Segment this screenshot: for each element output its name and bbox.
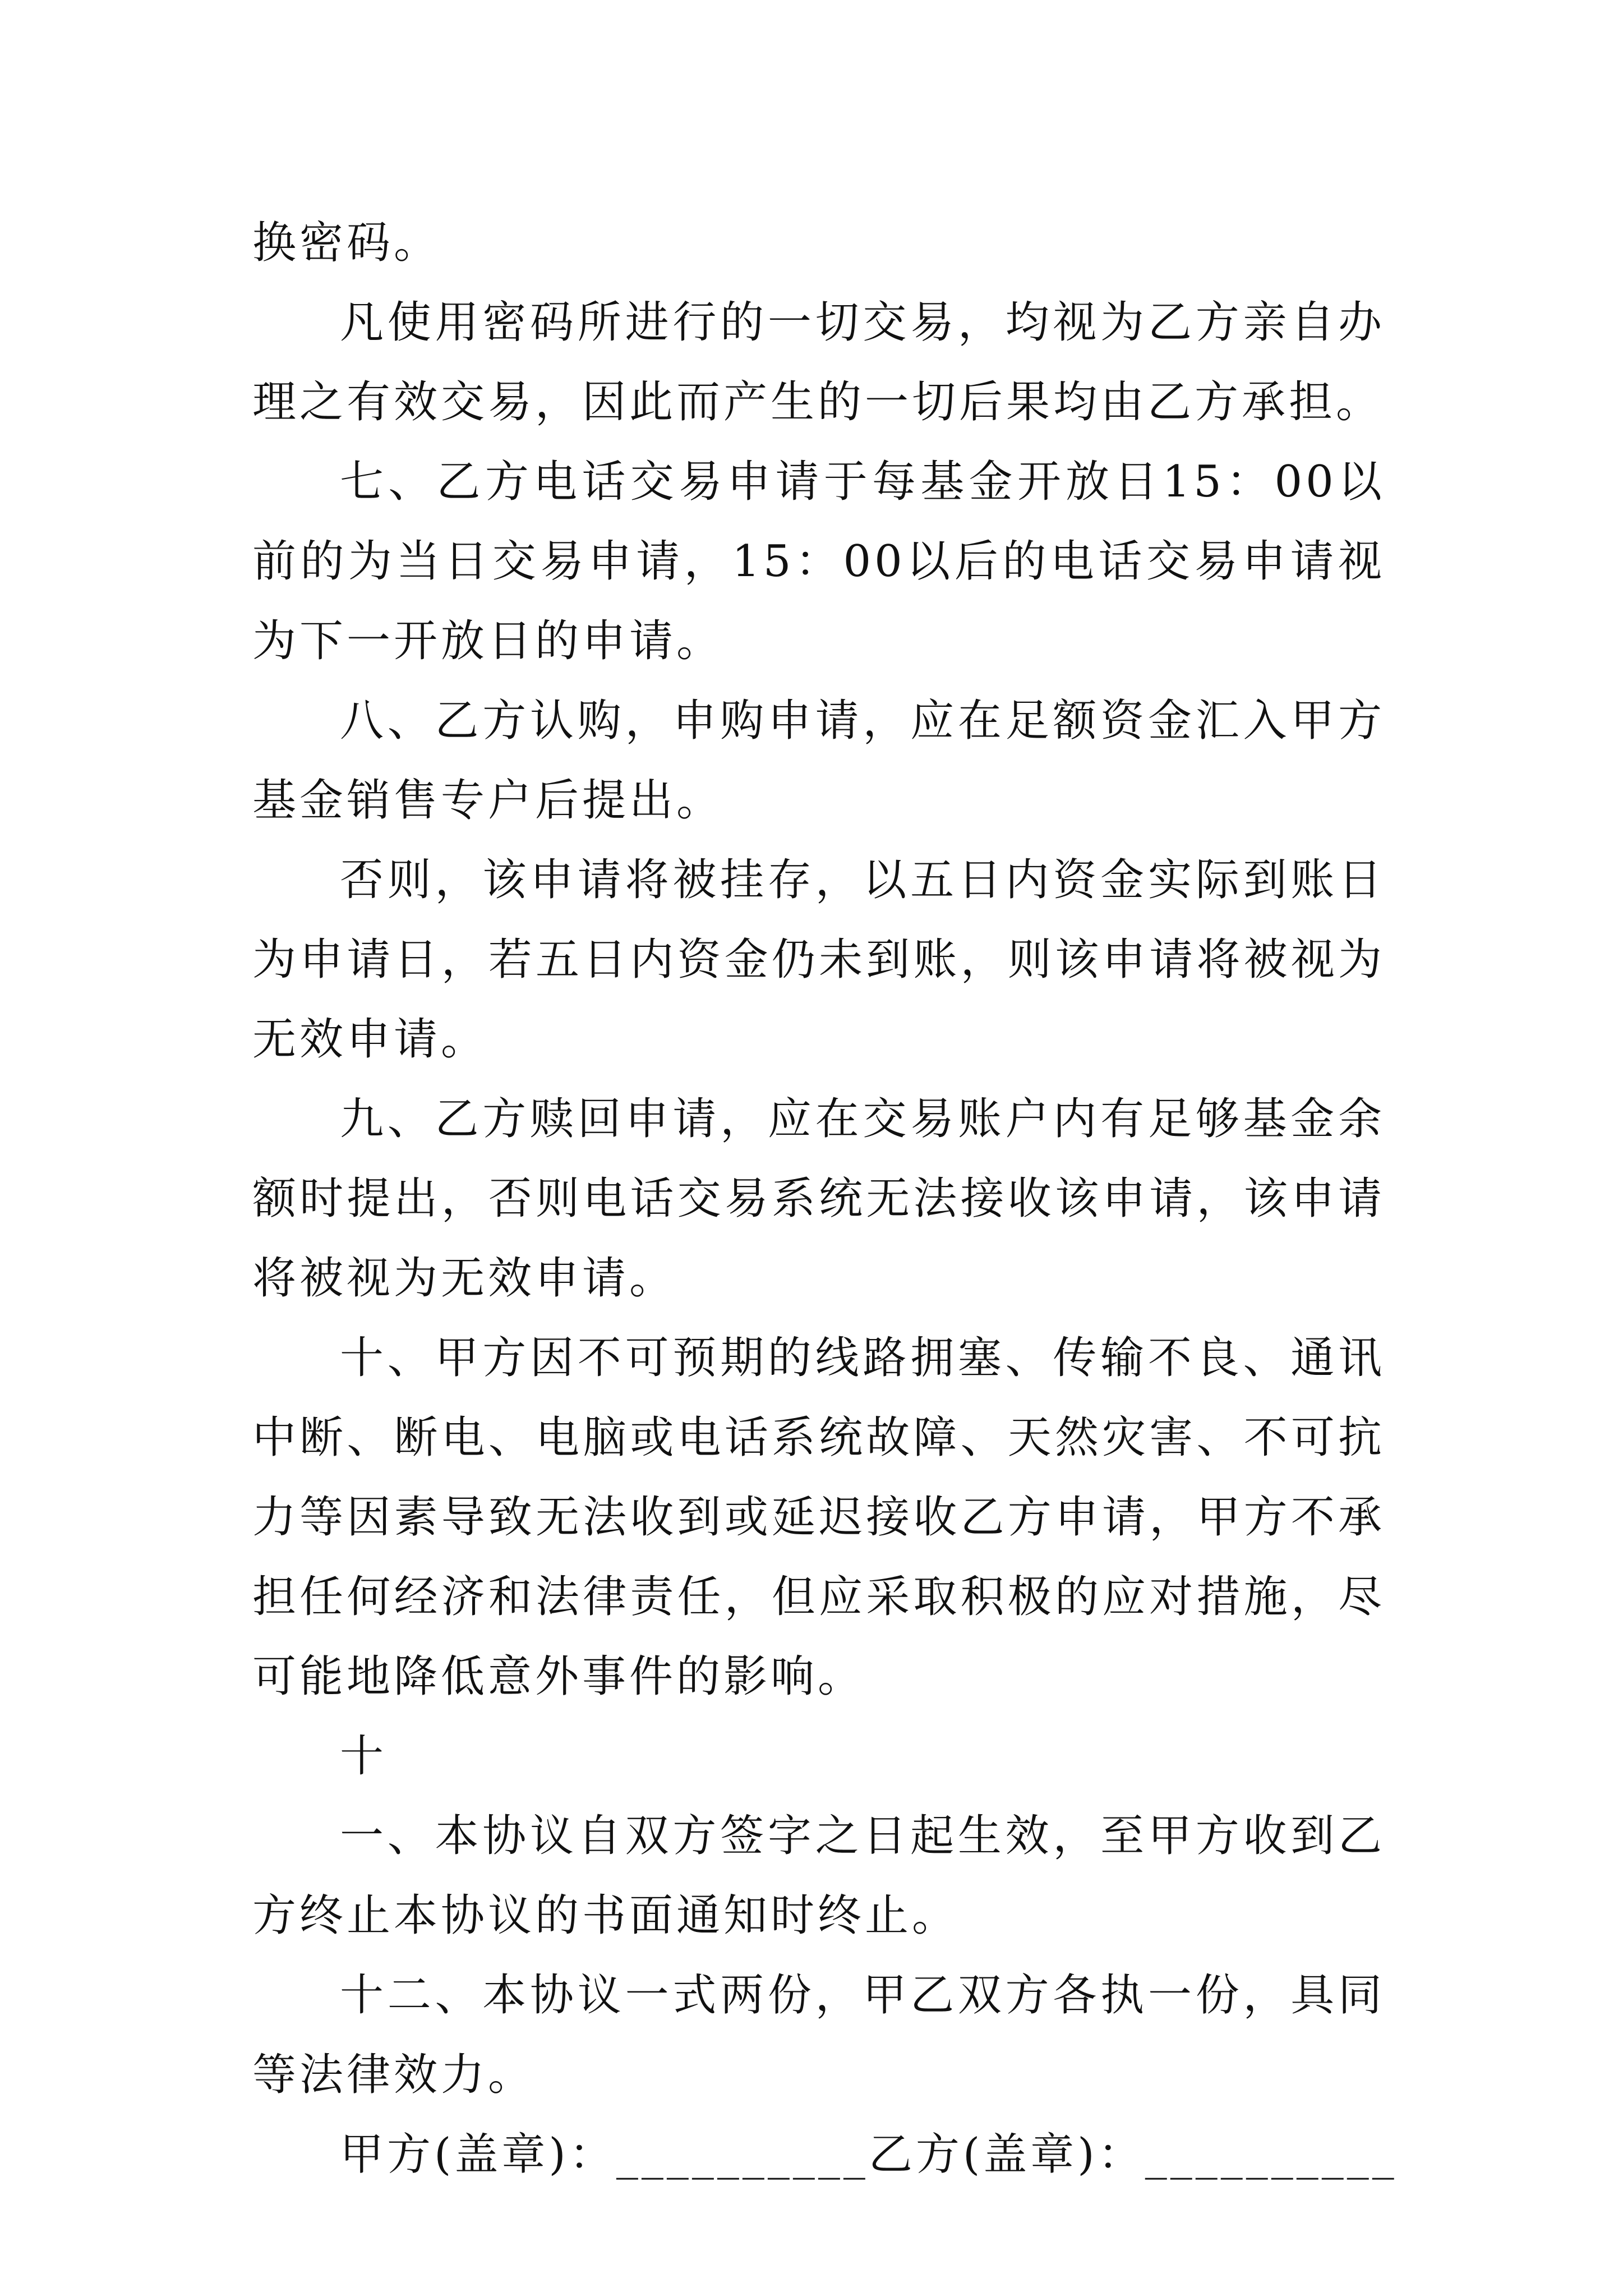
- paragraph-password-change: 换密码。: [252, 218, 441, 268]
- paragraph-clause-8-otherwise: 否则，该申请将被挂存，以五日内资金实际到账日为申请日，若五日内资金仍未到账，则该申请将被视为无效申请。: [252, 855, 1385, 1065]
- paragraph-password-transactions: 凡使用密码所进行的一切交易，均视为乙方亲自办理之有效交易，因此而产生的一切后果均由乙方承担。: [252, 297, 1385, 427]
- paragraph-clause-7: 七、乙方电话交易申请于每基金开放日15：00以前的为当日交易申请，15：00以后的电话交易申请视为下一开放日的申请。: [252, 457, 1385, 666]
- paragraph-clause-12: 十二、本协议一式两份，甲乙双方各执一份，具同等法律效力。: [252, 1970, 1385, 2100]
- paragraph-clause-11-number: 十: [340, 1731, 388, 1782]
- paragraph-clause-11: 一、本协议自双方签字之日起生效，至甲方收到乙方终止本协议的书面通知时终止。: [252, 1811, 1385, 1941]
- document-body: [252, 203, 1398, 2194]
- paragraph-clause-9: 九、乙方赎回申请，应在交易账户内有足够基金余额时提出，否则电话交易系统无法接收该申请，该申请将被视为无效申请。: [252, 1094, 1385, 1304]
- paragraph-clause-8: 八、乙方认购，申购申请，应在足额资金汇入甲方基金销售专户后提出。: [252, 696, 1385, 826]
- paragraph-clause-10: 十、甲方因不可预期的线路拥塞、传输不良、通讯中断、断电、电脑或电话系统故障、天然灾害、不可抗力等因素导致无法收到或延迟接收乙方申请，甲方不承担任何经济和法律责任，但应采取积极的应对措施，尽可能地降低意外事件的影响。: [252, 1333, 1385, 1702]
- signature-line: 甲方(盖章)：__________乙方(盖章)：__________: [340, 2129, 1398, 2180]
